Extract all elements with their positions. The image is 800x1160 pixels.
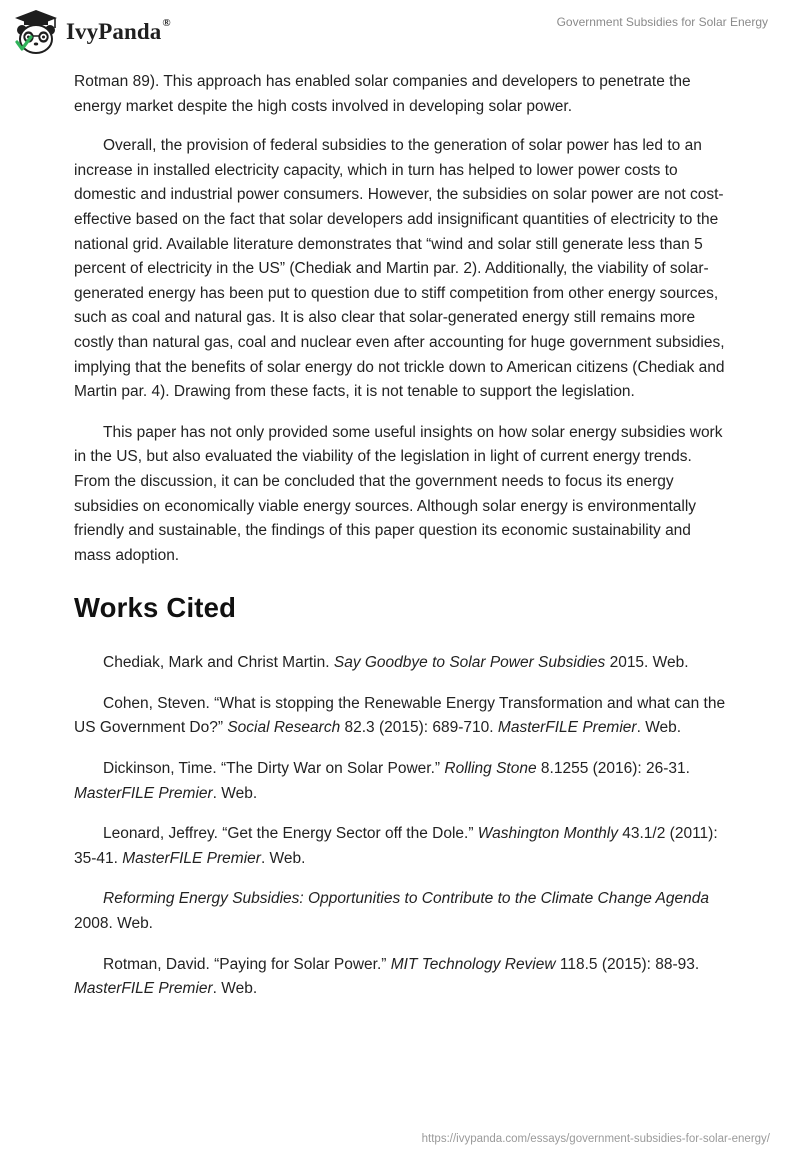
essay-content	[74, 70, 726, 1018]
source-url-link[interactable]: https://ivypanda.com/essays/government-subsidies-for-solar-energy/	[421, 1133, 770, 1145]
paragraph-conclusion: Overall, the provision of federal subsidies to the generation of solar power has led to an increase in installed electricity capacity, which in turn has helped to lower power costs to domestic and industrial power consumers. However, the subsidies on solar power are not cost-effective based on the fact that solar developers add insignificant quantities of electricity to the national grid. Available literature demonstrates that “wind and solar still generate less than 5 percent of electricity in the US” (Chediak and Martin par. 2). Additionally, the viability of solar-generated energy has been put to question due to stiff competition from other energy sources, such as coal and natural gas. It is also clear that solar-generated energy still remains more costly than natural gas, coal and nuclear even after accounting for huge government subsidies, implying that the benefits of solar energy do not trickle down to American citizens (Chediak and Martin par. 4). Drawing from these facts, it is not tenable to support the legislation.	[74, 137, 725, 401]
ivypanda-logo[interactable]	[14, 8, 171, 56]
paragraph-continuation: Rotman 89). This approach has enabled solar companies and developers to penetrate the energy market despite the high costs involved in developing solar power.	[74, 73, 691, 115]
citation-entry: Rotman, David. “Paying for Solar Power.” MIT Technology Review 118.5 (2015): 88-93. MasterFILE Premier. Web.	[74, 955, 700, 998]
brand-name: IvyPanda®	[66, 17, 171, 44]
citation-entry: Cohen, Steven. “What is stopping the Renewable Energy Transformation and what can the US Government Do?” Social Research 82.3 (2015): 689-710. MasterFILE Premier. Web.	[74, 694, 726, 737]
panda-icon	[14, 9, 58, 55]
works-cited-heading: Works Cited	[74, 592, 237, 624]
paragraph-summary: This paper has not only provided some useful insights on how solar energy subsidies work in the US, but also evaluated the viability of the legislation in light of current energy trends. From the discussion, it can be concluded that the government needs to focus its energy subsidies on economically viable energy sources. Although solar energy is environmentally friendly and sustainable, the findings of this paper question its economic sustainability and mass adoption.	[74, 423, 723, 564]
page-header	[0, 0, 800, 64]
works-cited-list	[74, 651, 726, 1002]
document-title: Government Subsidies for Solar Energy	[556, 15, 768, 29]
citation-entry: Leonard, Jeffrey. “Get the Energy Sector off the Dole.” Washington Monthly 43.1/2 (2011): 35-41. MasterFILE Premier. Web.	[74, 825, 718, 867]
citation-entry: Reforming Energy Subsidies: Opportunities to Contribute to the Climate Change Agenda 2008. Web.	[74, 890, 709, 933]
citation-entry: Dickinson, Time. “The Dirty War on Solar Power.” Rolling Stone 8.1255 (2016): 26-31. MasterFILE Premier. Web.	[74, 760, 690, 802]
citation-entry: Chediak, Mark and Christ Martin. Say Goodbye to Solar Power Subsidies 2015. Web.	[103, 654, 689, 672]
